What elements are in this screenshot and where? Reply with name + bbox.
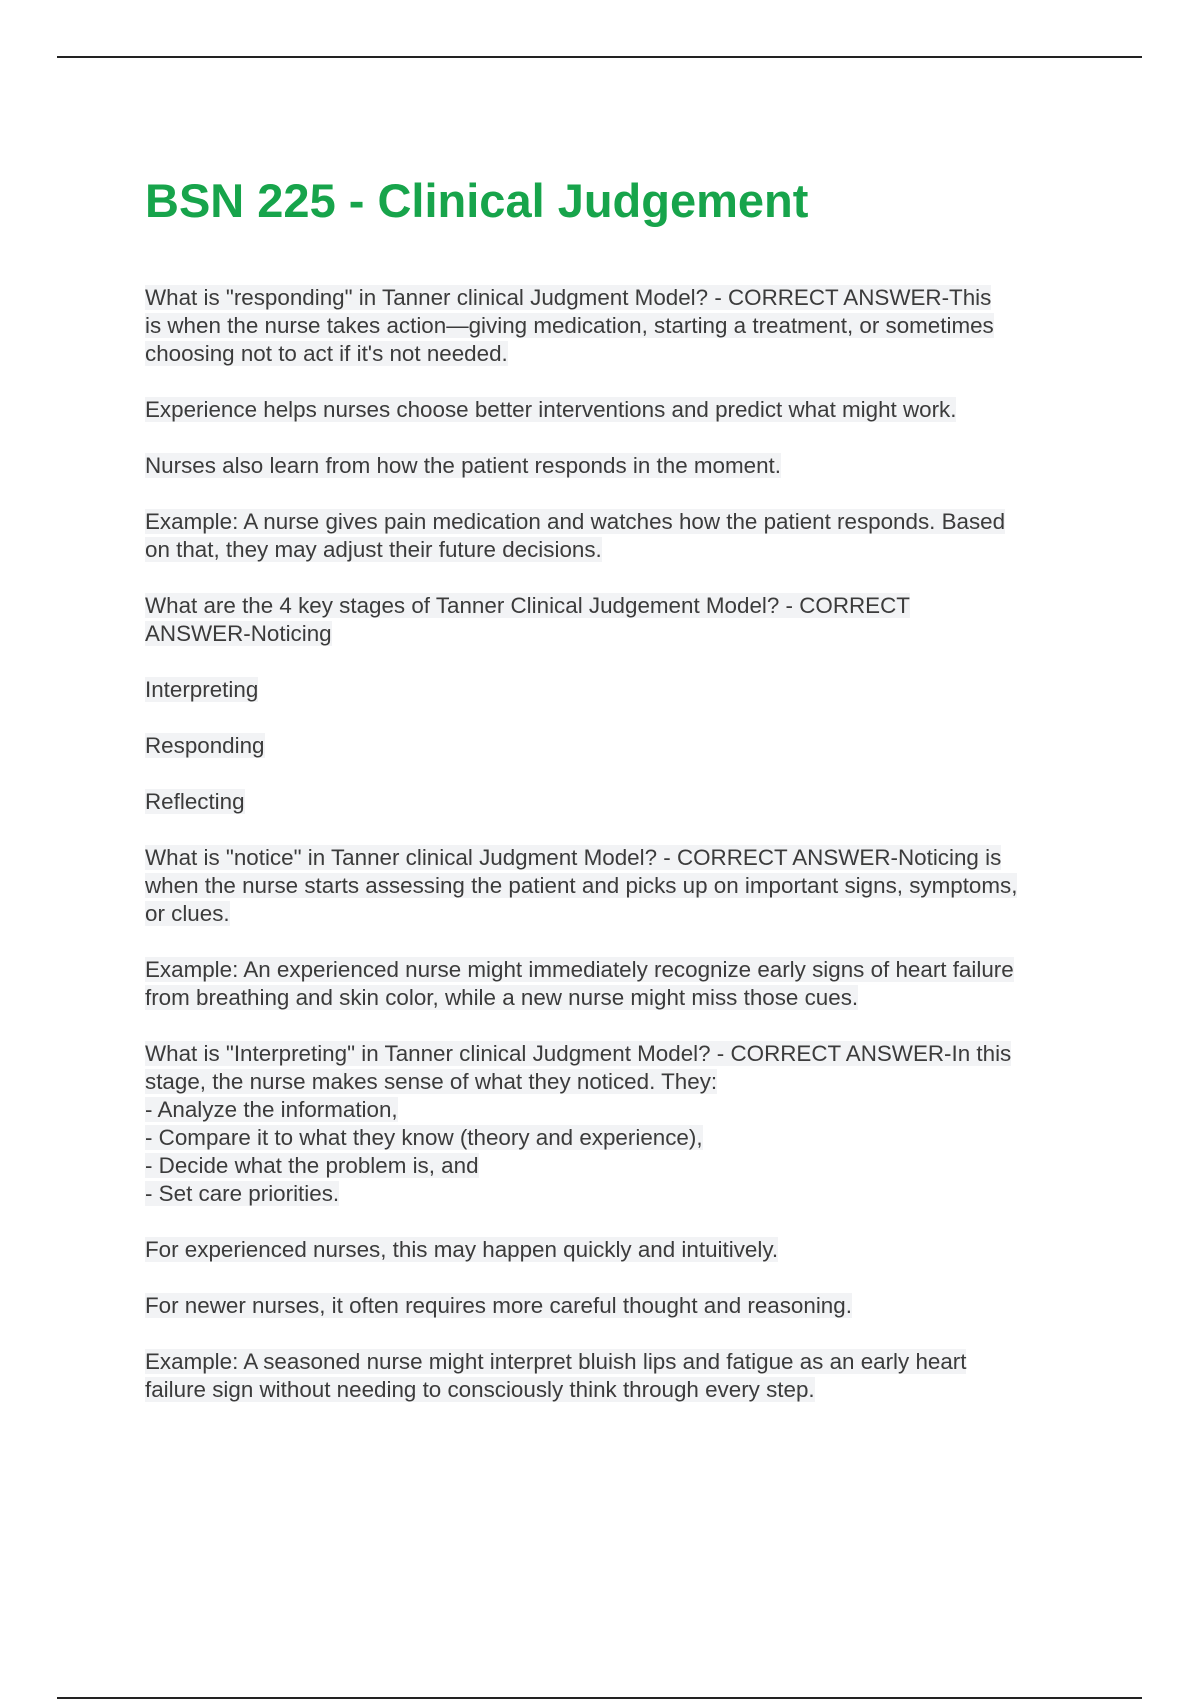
paragraph-learn: Nurses also learn from how the patient responds in the moment. (145, 453, 781, 478)
stage-reflecting: Reflecting (145, 789, 245, 814)
paragraph-seasoned-example: Example: A seasoned nurse might interpret bluish lips and fatigue as an early heart failure sign without needing to consciously think through every step. (145, 1349, 967, 1402)
paragraph-newer-nurses: For newer nurses, it often requires more careful thought and reasoning. (145, 1293, 852, 1318)
paragraph-stages-question: What are the 4 key stages of Tanner Clinical Judgement Model? - CORRECT ANSWER-Noticing (145, 593, 910, 646)
paragraph-experienced-nurses: For experienced nurses, this may happen quickly and intuitively. (145, 1237, 779, 1262)
bottom-rule (57, 1697, 1142, 1699)
document-title: BSN 225 - Clinical Judgement (145, 174, 809, 227)
top-rule (57, 56, 1142, 58)
paragraph-interpreting-question: What is "Interpreting" in Tanner clinical Judgment Model? - CORRECT ANSWER-In this stage, the nurse makes sense of what they noticed. They: - Analyze the information, - Compare it to what they know (theory and experience), - Decide what the problem is, and - Set care priorities. (145, 1041, 1012, 1206)
paragraph-pain-example: Example: A nurse gives pain medication and watches how the patient responds. Based on that, they may adjust their future decisions. (145, 509, 1006, 562)
stage-interpreting: Interpreting (145, 677, 259, 702)
paragraph-responding-question: What is "responding" in Tanner clinical Judgment Model? - CORRECT ANSWER-This is when the nurse takes action—giving medication, starting a treatment, or sometimes choosing not to act if it's not needed. (145, 285, 994, 366)
document-body (145, 284, 1095, 1432)
paragraph-experience: Experience helps nurses choose better interventions and predict what might work. (145, 397, 957, 422)
stage-responding: Responding (145, 733, 265, 758)
paragraph-heart-failure-example: Example: An experienced nurse might immediately recognize early signs of heart failure from breathing and skin color, while a new nurse might miss those cues. (145, 957, 1014, 1010)
paragraph-notice-question: What is "notice" in Tanner clinical Judgment Model? - CORRECT ANSWER-Noticing is when the nurse starts assessing the patient and picks up on important signs, symptoms, or clues. (145, 845, 1018, 926)
